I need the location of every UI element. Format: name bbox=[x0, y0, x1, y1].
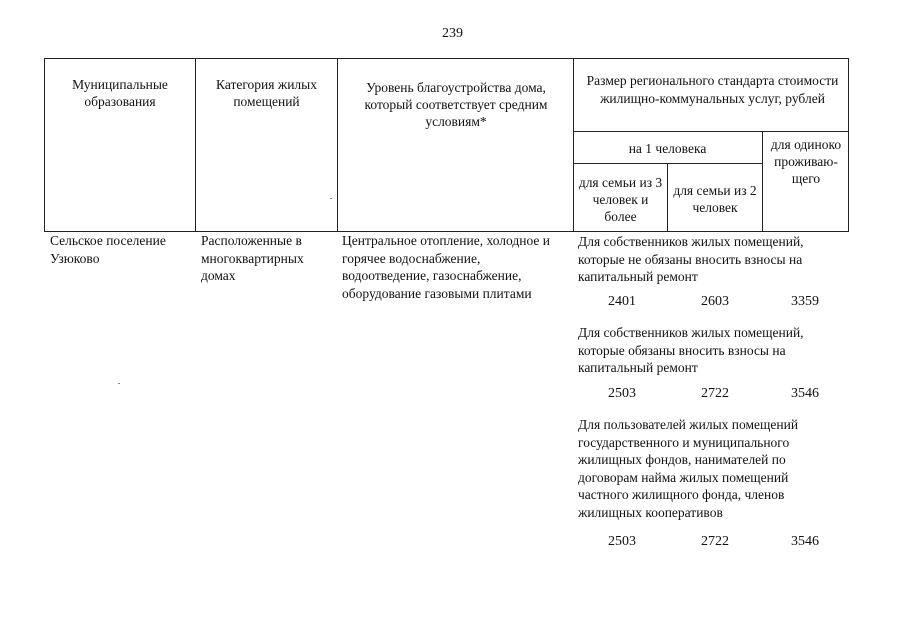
header-standard-size: Размер регионального стандарта стоимости жилищно-коммунальных услуг, рублей bbox=[586, 73, 839, 106]
grid-col-line-2 bbox=[337, 58, 338, 232]
value-single: 3546 bbox=[791, 534, 819, 549]
group-description: Для пользователей жилых помещений государственного и муниципального жилищных фондов, нанимателей по договорам найма жилых помещений частного жилищного фонда, членов жилищных кооперативов bbox=[578, 417, 799, 520]
header-family-2: для семьи из 2 человек bbox=[673, 183, 757, 215]
page-number: 239 bbox=[442, 26, 463, 41]
grid-col-line-1 bbox=[195, 58, 196, 232]
value-family-2: 2722 bbox=[701, 534, 729, 549]
grid-col-line-4 bbox=[667, 163, 668, 232]
grid-line-standard-bottom bbox=[573, 131, 848, 132]
header-family-3: для семьи из 3 человек и более bbox=[578, 175, 663, 224]
scan-speck bbox=[118, 383, 120, 384]
header-single: для одиноко проживаю-щего bbox=[770, 137, 842, 186]
group-description: Для собственников жилых помещений, которые обязаны вносить взносы на капитальный ремонт bbox=[578, 325, 804, 375]
value-family-2: 2603 bbox=[701, 294, 729, 309]
value-single: 3359 bbox=[791, 294, 819, 309]
cell-category: Расположенные в многоквартирных домах bbox=[201, 233, 304, 283]
value-family-3: 2503 bbox=[608, 386, 636, 401]
scan-speck bbox=[330, 198, 332, 199]
value-single: 3546 bbox=[791, 386, 819, 401]
header-per-person: на 1 человека bbox=[628, 141, 707, 156]
grid-left-line bbox=[44, 58, 45, 232]
value-family-3: 2503 bbox=[608, 534, 636, 549]
cell-level: Центральное отопление, холодное и горячее водоснабжение, водоотведение, газоснабжение, оборудование газовыми плитами bbox=[342, 233, 550, 301]
grid-col-line-5 bbox=[762, 131, 763, 232]
group-description: Для собственников жилых помещений, которые не обязаны вносить взносы на капитальный ремонт bbox=[578, 234, 804, 284]
header-municipality: Муниципальные образования bbox=[72, 77, 168, 109]
grid-top-line bbox=[44, 58, 848, 59]
value-family-3: 2401 bbox=[608, 294, 636, 309]
cell-municipality: Сельское поселение Узюково bbox=[50, 233, 166, 266]
header-category: Категория жилых помещений bbox=[216, 77, 317, 109]
value-family-2: 2722 bbox=[701, 386, 729, 401]
header-level: Уровень благоустройства дома, который соответствует средним условиям* bbox=[364, 80, 548, 129]
grid-col-line-3 bbox=[573, 58, 574, 232]
grid-right-line bbox=[848, 58, 849, 232]
